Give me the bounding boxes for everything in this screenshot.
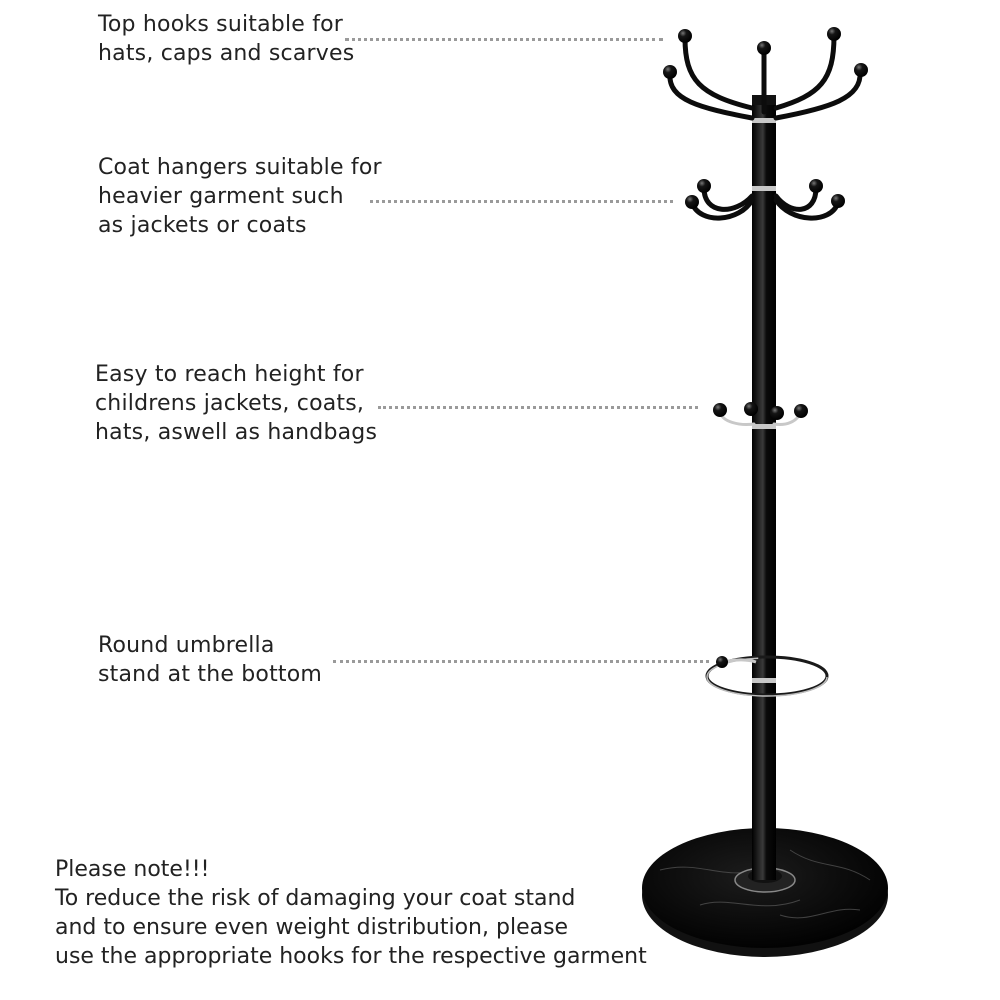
hook-knob-icon: [770, 406, 784, 420]
callout-coat-hangers: [98, 153, 382, 240]
hook-knob-icon: [744, 402, 758, 416]
leader-line: [370, 200, 673, 203]
hook-knob-icon: [678, 29, 692, 43]
callout-line: stand at the bottom: [98, 662, 323, 687]
hook-knob-icon: [663, 65, 677, 79]
leader-line: [345, 38, 663, 41]
callout-line: Coat hangers suitable for: [98, 155, 382, 180]
stand-pole: [752, 95, 776, 880]
callout-top-hooks: [98, 10, 354, 68]
hook-knob-icon: [757, 41, 771, 55]
callout-line: Round umbrella: [98, 633, 275, 658]
callout-umbrella: [98, 631, 322, 689]
callout-line: as jackets or coats: [98, 213, 307, 238]
callout-line: hats, caps and scarves: [98, 41, 355, 66]
note-line: and to ensure even weight distribution, please: [55, 915, 569, 940]
note-heading: Please note!!!: [55, 857, 210, 882]
hook-knob-icon: [685, 195, 699, 209]
care-note: [55, 855, 647, 971]
hook-knob-icon: [831, 194, 845, 208]
note-line: To reduce the risk of damaging your coat stand: [55, 886, 576, 911]
callout-line: heavier garment such: [98, 184, 344, 209]
hook-knob-icon: [697, 179, 711, 193]
leader-line: [378, 406, 698, 409]
callout-line: Top hooks suitable for: [98, 12, 344, 37]
hook-knob-icon: [716, 656, 728, 668]
callout-line: Easy to reach height for: [95, 362, 364, 387]
hook-knob-icon: [809, 179, 823, 193]
note-line: use the appropriate hooks for the respective garment: [55, 944, 647, 969]
leader-line: [333, 660, 709, 663]
callout-line: childrens jackets, coats,: [95, 391, 365, 416]
hook-knob-icon: [794, 404, 808, 418]
hook-knob-icon: [713, 403, 727, 417]
callout-line: hats, aswell as handbags: [95, 420, 378, 445]
hook-knob-icon: [827, 27, 841, 41]
callout-reach-height: [95, 360, 377, 447]
hook-knob-icon: [854, 63, 868, 77]
